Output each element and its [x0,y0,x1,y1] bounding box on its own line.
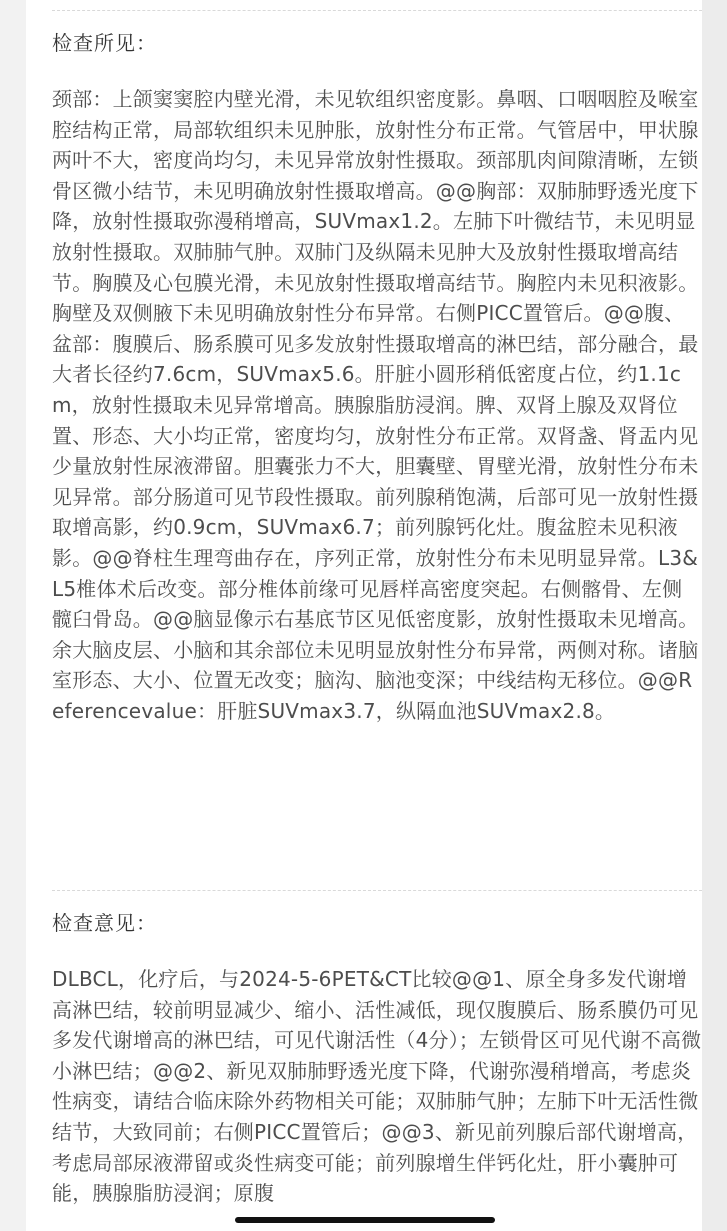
right-margin [702,0,727,1231]
watermark: 考虑局部尿液滞留或炎性病变可能 [290,1180,605,1204]
findings-text: 颈部：上颌窦窦腔内壁光滑，未见软组织密度影。鼻咽、口咽咽腔及喉室腔结构正常，局部软组织未见肿胀，放射性分布正常。气管居中，甲状腺两叶不大，密度尚均匀，未见异常放射性摄取。颈部肌肉间隙清晰，左锁骨区微小结节，未见明确放射性摄取增高。@@胸部：双肺肺野透光度下降，放射性摄取弥漫稍增高，SUVmax1.2。左肺下叶微结节，未见明显放射性摄取。双肺肺气肿。双肺门及纵隔未见肿大及放射性摄取增高结节。胸膜及心包膜光滑，未见放射性摄取增高结节。胸腔内未见积液影。胸壁及双侧腋下未见明确放射性分布异常。右侧PICC置管后。@@腹、盆部：腹膜后、肠系膜可见多发放射性摄取增高的淋巴结，部分融合，最大者长径约7.6cm，SUVmax5.6。肝脏小圆形稍低密度占位，约1.1cm，放射性摄取未见异常增高。胰腺脂肪浸润。脾、双肾上腺及双肾位置、形态、大小均正常，密度均匀，放射性分布正常。双肾盏、肾盂内见少量放射性尿液滞留。胆囊张力不大，胆囊壁、胃壁光滑，放射性分布未见异常。部分肠道可见节段性摄取。前列腺稍饱满，后部可见一放射性摄取增高影，约0.9cm，SUVmax6.7；前列腺钙化灶。腹盆腔未见积液影。@@脊柱生理弯曲存在，序列正常，放射性分布未见明显异常。L3&L5椎体术后改变。部分椎体前缘可见唇样高密度突起。右侧髂骨、左侧髋臼骨岛。@@脑显像示右基底节区见低密度影，放射性摄取未见增高。余大脑皮层、小脑和其余部位未见明显放射性分布异常，两侧对称。诸脑室形态、大小、位置无改变；脑沟、脑池变深；中线结构无移位。@@Referencevalue：肝脏SUVmax3.7，纵隔血池SUVmax2.8。 [52,87,699,723]
report-card [26,0,702,1231]
impression-text: DLBCL，化疗后，与2024-5-6PET&CT比较@@1、原全身多发代谢增高淋巴结，较前明显减少、缩小、活性减低，现仅腹膜后、肠系膜仍可见多发代谢增高的淋巴结，可见代谢活性（4分）；左锁骨区可见代谢不高微小淋巴结；@@2、新见双肺肺野透光度下降，代谢弥漫稍增高，考虑炎性病变，请结合临床除外药物相关可能；双肺肺气肿；左肺下叶无活性微结节，大致同前；右侧PICC置管后；@@3、新见前列腺后部代谢增高，考虑局部尿液滞留或炎性病变可能；前列腺增生伴钙化灶，肝小囊肿可能，胰腺脂肪浸润；原腹 [52,967,702,1206]
home-indicator[interactable] [235,1217,495,1223]
divider-middle [52,890,702,891]
findings-title: 检查所见： [52,31,157,55]
impression-title: 检查意见： [52,911,157,935]
divider-top [52,10,702,11]
